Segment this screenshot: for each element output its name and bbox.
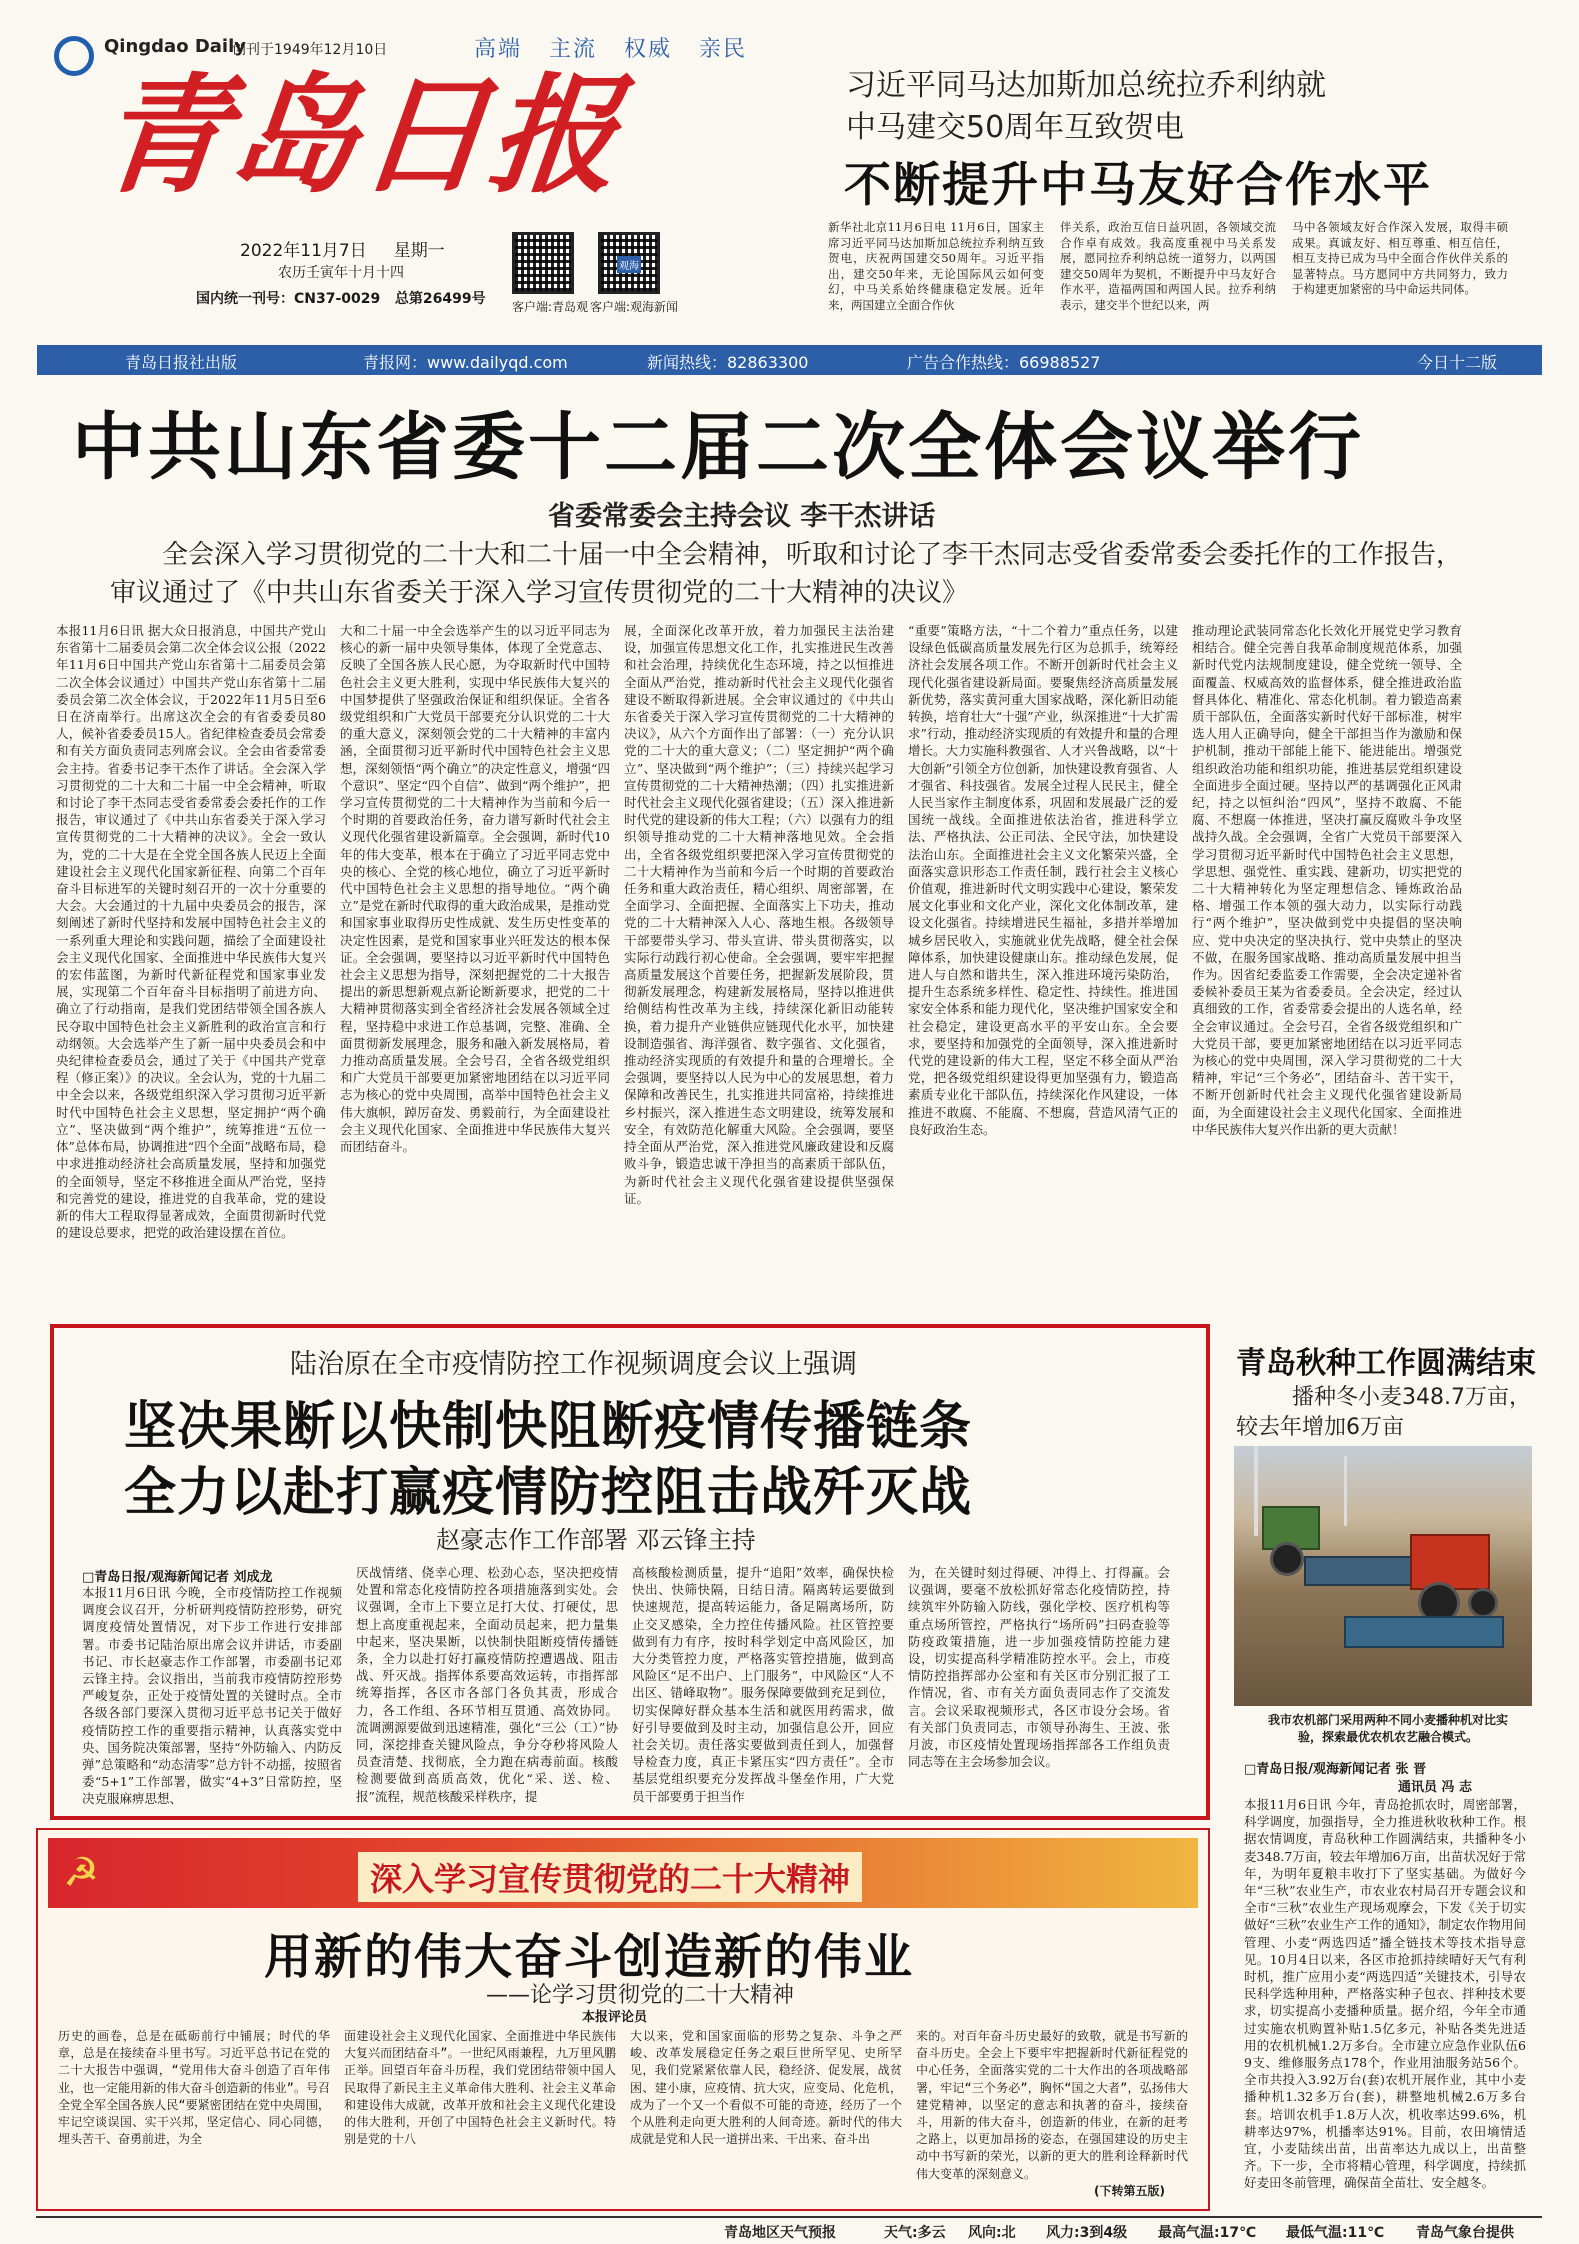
masthead	[0, 0, 790, 355]
commentary-col-4: 来的。对百年奋斗历史最好的致敬，就是书写新的奋斗历史。全会上下要牢牢把握新时代新征程党的中心任务，全面落实党的二十大作出的各项战略部署，牢记“三个务必”，胸怀“国之大者”，弘扬伟大建党精神，以坚定的意志和执著的奋斗，接续奋斗，用新的伟大奋斗，创造新的伟业，在新的赶考之路上，以更加昂扬的姿态，在强国建设的历史主动中书写新的荣光，以新的更大的胜利诠释新时代伟大变革的深刻意义。	[916, 2029, 1188, 2180]
lead-col-2: 大和二十届一中全会选举产生的以习近平同志为核心的新一届中央领导集体，体现了全党意志、反映了全国各族人民心愿，为夺取新时代中国特色社会主义更大胜利，实现中华民族伟大复兴的中国梦提供了坚强政治保证和组织保证。全省各级党组织和广大党员干部要充分认识党的二十大的重大意义，深刻领会党的二十大精神的丰富内涵，全面贯彻习近平新时代中国特色社会主义思想，深刻领悟“两个确立”的决定性意义，增强“四个意识”、坚定“四个自信”、做到“两个维护”，把学习宣传贯彻党的二十大精神作为当前和今后一个时期的首要政治任务，奋力谱写新时代社会主义现代化强省建设新篇章。全会强调，新时代10年的伟大变革，根本在于确立了习近平同志党中央的核心、全党的核心地位，确立了习近平新时代中国特色社会主义思想的指导地位。“两个确立”是党在新时代取得的重大政治成果，是推动党和国家事业取得历史性成就、发生历史性变革的决定性因素，是党和国家事业兴旺发达的根本保证。全会强调，要坚持以习近平新时代中国特色社会主义思想为指导，深刻把握党的二十大报告提出的新思想新观点新论断新要求，把党的二十大精神贯彻落实到全省经济社会发展各领域全过程，坚持稳中求进工作总基调，完整、准确、全面贯彻新发展理念，服务和融入新发展格局，着力推动高质量发展。全会号召，全省各级党组织和广大党员干部要更加紧密地团结在以习近平同志为核心的党中央周围，高举中国特色社会主义伟大旗帜，踔厉奋发、勇毅前行，为全面建设社会主义现代化国家、全面推进中华民族伟大复兴而团结奋斗。	[340, 623, 610, 1155]
max-temp: 最高气温:17℃	[1158, 2225, 1257, 2241]
lead-subhead: 省委常委会主持会议 李干杰讲话	[548, 501, 936, 532]
top-kicker-1: 习近平同马达加斯加总统拉乔利纳就	[846, 68, 1326, 103]
issn: 国内统一刊号：CN37-0029	[196, 291, 381, 307]
lead-col-3: 展，全面深化改革开放，着力加强民主法治建设，加强宣传思想文化工作，扎实推进民生改善和社会治理，持续优化生态环境，持之以恒推进全面从严治党，推动新时代社会主义现代化强省建设不断取得新进展。全会审议通过的《中共山东省委关于深入学习宣传贯彻党的二十大精神的决议》，从六个方面作出了部署：（一）充分认识党的二十大的重大意义；（二）坚定拥护“两个确立”、坚决做到“两个维护”；（三）持续兴起学习宣传贯彻党的二十大精神热潮；（四）扎实推进新时代社会主义现代化强省建设；（五）深入推进新时代党的建设新的伟大工程；（六）以强有力的组织领导推动党的二十大精神落地见效。全会指出，全省各级党组织要把深入学习宣传贯彻党的二十大精神作为当前和今后一个时期的首要政治任务和重大政治责任，精心组织、周密部署，在全面学习、全面把握、全面落实上下功夫，推动党的二十大精神深入人心、落地生根。各级领导干部要带头学习、带头宣讲、带头贯彻落实，以实际行动践行初心使命。全会强调，要牢牢把握高质量发展这个首要任务，把握新发展阶段，贯彻新发展理念，构建新发展格局，坚持以推进供给侧结构性改革为主线，持续深化新旧动能转换，着力提升产业链供应链现代化水平，加快建设制造强省、海洋强省、数字强省、文化强省，推动经济实现质的有效提升和量的合理增长。全会强调，要坚持以人民为中心的发展思想，着力保障和改善民生，扎实推进共同富裕，持续推进乡村振兴，深入推进生态文明建设，统筹发展和安全，有效防范化解重大风险。全会强调，要坚持全面从严治党，深入推进党风廉政建设和反腐败斗争，锻造忠诚干净担当的高素质干部队伍，为新时代社会主义现代化强省建设提供坚强保证。	[624, 623, 894, 1206]
qr1-label: 客户端:青岛观	[512, 300, 589, 314]
sowing-photo	[1234, 1446, 1532, 1706]
weather-source: 青岛气象台提供	[1416, 2225, 1514, 2241]
lead-headline: 中共山东省委十二届二次全体会议举行	[72, 404, 1364, 490]
autumn-story	[1222, 1330, 1542, 2210]
ad-hotline: 广告合作热线：66988527	[907, 353, 1101, 372]
covid-subhead: 赵豪志作工作部署 邓云锋主持	[436, 1526, 756, 1554]
tractor-wheel-3	[1468, 1588, 1498, 1618]
publisher: 青岛日报社出版	[125, 353, 238, 372]
lunar-date: 农历壬寅年十月十四	[278, 265, 404, 281]
autumn-byline-1: □青岛日报/观海新闻记者 张 晋	[1244, 1762, 1427, 1777]
commentary-box	[36, 1828, 1210, 2211]
continued-note[interactable]: (下转第五版)	[1094, 2184, 1165, 2198]
commentary-subhead: ——论学习贯彻党的二十大精神	[486, 1983, 795, 2008]
commentary-col-1: 历史的画卷，总是在砥砺前行中铺展；时代的华章，总是在接续奋斗里书写。习近平总书记在党的二十大报告中强调，“党用伟大奋斗创造了百年伟业，也一定能用新的伟大奋斗创造新的伟业”。号召全党全军全国各族人民“要紧密团结在党中央周围，牢记空谈误国、实干兴邦，坚定信心、同心同德，埋头苦干、奋勇前进，为全	[58, 2029, 330, 2147]
top-kicker-2: 中马建交50周年互致贺电	[846, 110, 1185, 145]
slogan-3: 权威	[624, 37, 673, 62]
lead-deck: 全会深入学习贯彻党的二十大和二十届一中全会精神，听取和讨论了李干杰同志受省委常委会委托作的工作报告，审议通过了《中共山东省委关于深入学习宣传贯彻党的二十大精神的决议》	[110, 540, 1463, 608]
pole-1	[1254, 1446, 1258, 1536]
covid-col-3: 高核酸检测质量，提升“追阳”效率，确保快检快出、快筛快隔，日结日清。隔离转运要做到快速规范，提高转运能力，备足隔离场所，防止交叉感染，全力控住传播风险。社区管控要做到有力有序，按时科学划定中高风险区，加大分类管控力度，严格落实管控措施，做到高风险区“足不出户、上门服务”，中风险区“人不出区、错峰取物”。服务保障要做到充足到位，切实保障好群众基本生活和就医用药需求，做好引导要做到及时主动，加强信息公开，回应社会关切。责任落实要做到责任到人，加强督导检查力度，真正卡紧压实“四方责任”。全市基层党组织要充分发挥战斗堡垒作用，广大党员干部要勇于担当作	[632, 1565, 894, 1804]
slogan-1: 高端	[474, 37, 523, 62]
qr2-label: 客户端:观海新闻	[590, 300, 679, 314]
top-col-2: 伴关系，政治互信日益巩固，各领域交流合作卓有成效。我高度重视中马关系发展，愿同拉乔利纳总统一道努力，以两国建交50周年为契机，不断提升中马友好合作水平，造福两国和两国人民。拉乔利纳表示，建交半个世纪以来，两	[1060, 220, 1276, 312]
commentary-headline: 用新的伟大奋斗创造新的伟业	[264, 1929, 915, 1985]
lead-col-4: “重要”策略方法，“十二个着力”重点任务，以建设绿色低碳高质量发展先行区为总抓手，统筹经济社会发展各项工作。不断开创新时代社会主义现代化强省建设新局面。要聚焦经济高质量发展新优势，落实黄河重大国家战略，深化新旧动能转换，培育壮大“十强”产业，纵深推进“十大扩需求”行动，推动经济实现质的有效提升和量的合理增长。大力实施科教强省、人才兴鲁战略，以“十大创新”引领全方位创新，加快建设教育强省、人才强省、科技强省。发展全过程人民民主，健全人民当家作主制度体系，巩固和发展最广泛的爱国统一战线。全面推进依法治省，推进科学立法、严格执法、公正司法、全民守法，加快建设法治山东。全面推进社会主义文化繁荣兴盛，全面落实意识形态工作责任制，践行社会主义核心价值观，推进新时代文明实践中心建设，繁荣发展文化事业和文化产业，深化文化体制改革，建设文化强省。持续增进民生福祉，多措并举增加城乡居民收入，实施就业优先战略，健全社会保障体系，加快建设健康山东。推动绿色发展，促进人与自然和谐共生，深入推进环境污染防治，提升生态系统多样性、稳定性、持续性。推进国家安全体系和能力现代化，坚决维护国家安全和社会稳定，建设更高水平的平安山东。全会要求，要坚持和加强党的全面领导，深入推进新时代党的建设新的伟大工程，坚定不移全面从严治党，把各级党组织建设得更加坚强有力，锻造高素质专业化干部队伍，持续深化作风建设，一体推进不敢腐、不能腐、不想腐，营造风清气正的良好政治生态。	[908, 623, 1178, 1137]
banner-text: 深入学习宣传贯彻党的二十大精神	[358, 1852, 862, 1902]
top-headline: 不断提升中马友好合作水平	[844, 158, 1432, 213]
covid-headline-2: 全力以赴打赢疫情防控阻击战歼灭战	[124, 1462, 973, 1523]
issue-date	[240, 236, 445, 261]
autumn-subhead-1: 播种冬小麦348.7万亩，	[1292, 1385, 1531, 1410]
info-bar	[37, 345, 1542, 375]
lead-col-1: 本报11月6日讯 据大众日报消息，中国共产党山东省第十二届委员会第二次全体会议公报（2022年11月6日中国共产党山东省第十二届委员会第二次全体会议通过）中国共产党山东省第十二届委员会第二次全体会议，于2022年11月5日至6日在济南举行。出席这次全会的有省委委员80人，候补省委委员15人。省纪律检查委员会常委和有关方面负责同志列席会议。全会由省委常委会主持。省委书记李干杰作了讲话。全会深入学习贯彻党的二十大和二十届一中全会精神，听取和讨论了李干杰同志受省委常委会委托作的工作报告，审议通过了《中共山东省委关于深入学习宣传贯彻党的二十大精神的决议》。全会一致认为，党的二十大是在全党全国各族人民迈上全面建设社会主义现代化国家新征程、向第二个百年奋斗目标进军的关键时刻召开的一次十分重要的大会。大会通过的十九届中央委员会的报告，深刻阐述了新时代坚持和发展中国特色社会主义的一系列重大理论和实践问题，描绘了全面建设社会主义现代化国家、全面推进中华民族伟大复兴的宏伟蓝图，为新时代新征程党和国家事业发展，实现第二个百年奋斗目标指明了前进方向、确立了行动指南，是我们党团结带领全国各族人民夺取中国特色社会主义新胜利的政治宣言和行动纲领。大会选举产生了新一届中央委员会和中央纪律检查委员会，通过了关于《中国共产党章程（修正案）》的决议。全会认为，党的十九届二中全会以来，各级党组织深入学习贯彻习近平新时代中国特色社会主义思想，坚定拥护“两个确立”、坚决做到“两个维护”，统筹推进“五位一体”总体布局，协调推进“四个全面”战略布局，稳中求进推动经济社会高质量发展，坚持和加强党的全面领导，坚定不移推进全面从严治党，坚持和完善党的建设，推进党的自我革命，党的建设新的伟大工程取得显著成效，全面贯彻新时代党的建设总要求，把党的政治建设摆在首位。	[56, 623, 326, 1241]
weekday: 星期一	[393, 241, 445, 261]
weather-condition: 天气:多云	[884, 2225, 946, 2241]
covid-col-4: 为，在关键时刻过得硬、冲得上、打得赢。会议强调，要毫不放松抓好常态化疫情防控，持续筑牢外防输入防线，强化学校、医疗机构等重点场所管控，严格执行“场所码”扫码查验等防疫政策措施，进一步加强疫情防控能力建设，切实提高科学精准防控水平。会上，市疫情防控指挥部办公室和有关区市分别汇报了工作情况，省、市有关方面负责同志作了交流发言。会议采取视频形式，各区市设分会场。省有关部门负责同志，市领导孙海生、王波、张月波，市区疫情处置现场指挥部各工作组负责同志等在主会场参加会议。	[908, 1565, 1170, 1770]
issue-number: 总第26499号	[394, 291, 486, 307]
covid-byline: □青岛日报/观海新闻记者 刘成龙	[82, 1570, 273, 1585]
slogan	[474, 32, 747, 63]
covid-col-2: 厌战情绪、侥幸心理、松劲心态，坚决把疫情处置和常态化疫情防控各项措施落到实处。会议强调，全市上下要立足打大仗、打硬仗，思想上高度重视起来，全面动员起来，把力量集中起来，坚决果断，以快制快阻断疫情传播链条，全力以赴打好打赢疫情防控遭遇战、阻击战、歼灭战。指挥体系要高效运转，市指挥部统筹指挥，各区市各部门各负其责，形成合力，各工作组、各环节相互贯通、高效协同。流调溯源要做到迅速精准，强化“三公（工）”协同，深挖排查关键风险点，争分夺秒将风险人员查清楚、找彻底，全力跑在病毒前面。核酸检测要做到高质高效，优化“采、送、检、报”流程，规范核酸采样秩序，提	[356, 1565, 618, 1804]
page-count: 今日十二版	[1417, 353, 1498, 372]
logo-english: Qingdao Daily	[104, 36, 246, 57]
covid-col-1: 本报11月6日讯 今晚，全市疫情防控工作视频调度会议召开，分析研判疫情防控形势，研究调度疫情处置情况，对下步工作进行安排部署。市委书记陆治原出席会议并讲话，市委副书记、市长赵豪志作工作部署，市委副书记邓云锋主持。会议指出，当前我市疫情防控形势严峻复杂，正处于疫情处置的关键时点。全市各级各部门要深入贯彻习近平总书记关于做好疫情防控工作的重要指示精神，认真落实党中央、国务院决策部署，坚持“外防输入、内防反弹”总策略和“动态清零”总方针不动摇，按照省委“5+1”工作部署，做实“4+3”日常防控，坚决克服麻痹思想、	[82, 1585, 342, 1807]
top-story	[800, 30, 1540, 330]
issn-line	[196, 288, 486, 308]
seeder-1	[1304, 1556, 1424, 1586]
tractor-red	[1410, 1534, 1490, 1590]
top-col-1: 新华社北京11月6日电 11月6日，国家主席习近平同马达加斯加总统拉乔利纳互致贺电，庆祝两国建交50周年。习近平指出，建交50年来，无论国际风云如何变幻，中马关系始终健康稳定发展。近年来，两国建立全面合作伙	[828, 220, 1044, 312]
wind-force: 风力:3到4级	[1046, 2225, 1128, 2241]
slogan-2: 主流	[549, 37, 598, 62]
commentary-byline: 本报评论员	[582, 2010, 648, 2025]
website-link[interactable]: 青报网：www.dailyqd.com	[363, 353, 568, 372]
qr-code-app-1[interactable]	[512, 232, 574, 294]
weather-label: 青岛地区天气预报	[724, 2225, 836, 2241]
commentary-col-3: 大以来，党和国家面临的形势之复杂、斗争之严峻、改革发展稳定任务之艰巨世所罕见、史所罕见，我们党紧紧依靠人民，稳经济、促发展，战贫困、建小康，应疫情、抗大灾，应变局、化危机，成为了一个又一个看似不可能的奇迹，经历了一个个从胜利走向更大胜利的人间奇迹。新时代的伟大成就是党和人民一道拼出来、干出来、奋斗出	[630, 2029, 902, 2147]
tractor-wheel-1	[1270, 1542, 1304, 1576]
slogan-4: 亲民	[699, 37, 748, 62]
autumn-headline: 青岛秋种工作圆满结束	[1236, 1346, 1536, 1381]
autumn-subhead-2: 较去年增加6万亩	[1236, 1415, 1404, 1440]
wind-direction: 风向:北	[968, 2225, 1016, 2241]
party-emblem-icon: ☭	[63, 1850, 99, 1896]
footer-weather	[36, 2216, 1542, 2240]
pole-2	[1344, 1456, 1347, 1526]
commentary-col-2: 面建设社会主义现代化国家、全面推进中华民族伟大复兴而团结奋斗”。一世纪风雨兼程，九万里风鹏正举。回望百年奋斗历程，我们党团结带领中国人民取得了新民主主义革命伟大胜利、社会主义革命和建设伟大成就，改革开放和社会主义现代化建设的伟大胜利，开创了中国特色社会主义新时代。特别是党的十八	[344, 2029, 616, 2147]
covid-story-box	[50, 1324, 1210, 1820]
date: 2022年11月7日	[240, 241, 367, 261]
min-temp: 最低气温:11℃	[1286, 2225, 1385, 2241]
autumn-body: 本报11月6日讯 今年，青岛抢抓农时，周密部署，科学调度，加强指导，全力推进秋收秋种工作。根据农情调度，青岛秋种工作圆满结束，共播种冬小麦348.7万亩，较去年增加6万亩，出苗状况好于常年，为明年夏粮丰收打下了坚实基础。为做好今年“三秋”农业生产，市农业农村局召开专题会议和全市“三秋”农业生产现场观摩会，下发《关于切实做好“三秋”农业生产工作的通知》，制定农作物用间管理、小麦“两选四适”播全链技术等技术指导意见。10月4日以来，各区市抢抓持续晴好天气有利时机，推广应用小麦“两选四适”关键技术，引导农民科学选种用种，严格落实种子包衣、拌种技术要求，切实提高小麦播种质量。据介绍，今年全市通过实施农机购置补贴1.5亿多元，补贴各类先进适用的农机机械1.2万多台。全市建立应急作业队伍69支、维修服务点178个，作业用油服务站56个。全市共投入3.92万台(套)农机开展作业，其中小麦播种机1.32多万台(套)，耕整地机械2.6万多台套。培训农机手1.8万人次，机收率达99.6%，机耕率达97%，机播率达91%。目前，农田墒情适宜，小麦陆续出苗，出苗率达九成以上，出苗整齐。下一步，全市将精心管理，科学调度，持续抓好麦田冬前管理，确保苗全苗壮、安全越冬。	[1244, 1797, 1526, 2191]
autumn-byline-2: 通讯员 冯 志	[1398, 1780, 1473, 1795]
commentary-banner	[48, 1838, 1198, 1908]
logo-icon	[54, 36, 94, 76]
top-col-3: 马中各领域友好合作深入发展，取得丰硕成果。真诚友好、相互尊重、相互信任，相互支持已成为马中全面合作伙伴关系的显著特点。马方愿同中方共同努力，致力于构建更加紧密的马中命运共同体。	[1292, 220, 1508, 296]
newspaper-title: 青岛日报	[92, 61, 628, 211]
qr2-badge: 观海	[617, 256, 641, 273]
news-hotline: 新闻热线：82863300	[647, 353, 809, 372]
seeder-2	[1344, 1616, 1504, 1648]
covid-headline-1: 坚决果断以快制快阻断疫情传播链条	[124, 1396, 973, 1457]
photo-caption: 我市农机部门采用两种不同小麦播种机对比实验，探索最优农机农艺融合模式。	[1267, 1713, 1508, 1744]
founded-date: 创刊于1949年12月10日	[232, 42, 388, 58]
lead-col-5: 推动理论武装同常态化长效化开展党史学习教育相结合。健全完善自我革命制度规范体系，加强新时代党内法规制度建设，健全党统一领导、全面覆盖、权威高效的监督体系，健全推进政治监督具体化、精准化、常态化机制。着力锻造高素质干部队伍，全面落实新时代好干部标准，树牢选人用人正确导向，健全干部担当作为激励和保护机制，推动干部能上能下、能进能出。增强党组织政治功能和组织功能，推进基层党组织建设全面进步全面过硬。坚持以严的基调强化正风肃纪，持之以恒纠治“四风”，坚持不敢腐、不能腐、不想腐一体推进，坚决打赢反腐败斗争攻坚战持久战。全会强调，全省广大党员干部要深入学习贯彻习近平新时代中国特色社会主义思想，学思想、强党性、重实践、建新功，切实把党的二十大精神转化为坚定理想信念、锤炼政治品格、增强工作本领的强大动力，以实际行动践行“两个维护”，坚决做到党中央提倡的坚决响应、党中央决定的坚决执行、党中央禁止的坚决不做，在服务国家战略、推动高质量发展中担当作为。因省纪委监委工作需要，全会决定递补省委候补委员王某为省委委员。全会决定，经过认真细致的工作，省委常委会提出的人选名单，经全会审议通过。全会号召，全省各级党组织和广大党员干部，要更加紧密地团结在以习近平同志为核心的党中央周围，深入学习贯彻党的二十大精神，牢记“三个务必”，团结奋斗、苦干实干，不断开创新时代社会主义现代化强省建设新局面，为全面建设社会主义现代化国家、全面推进中华民族伟大复兴作出新的更大贡献！	[1192, 623, 1462, 1137]
covid-kicker: 陆治原在全市疫情防控工作视频调度会议上强调	[290, 1349, 857, 1380]
